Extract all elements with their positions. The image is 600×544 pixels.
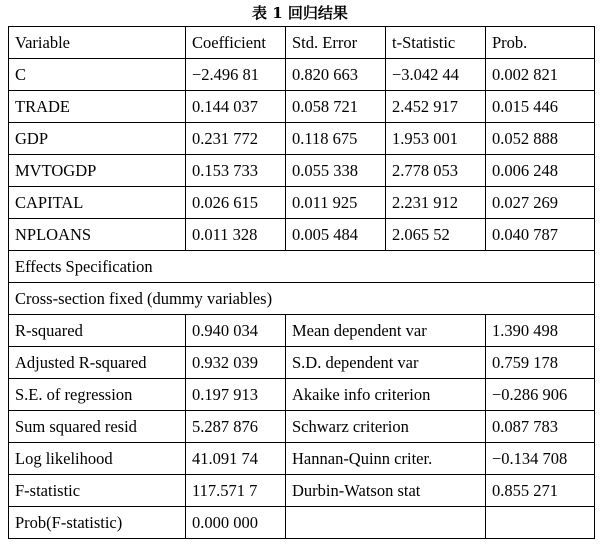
table-row [9, 59, 595, 91]
stat-label: Sum squared resid [9, 411, 186, 443]
table-row [9, 91, 595, 123]
stat-value: −0.286 906 [486, 379, 595, 411]
stat-label: Schwarz criterion [286, 411, 486, 443]
stat-value: 0.932 039 [186, 347, 286, 379]
variable-cell: CAPITAL [9, 187, 186, 219]
t-statistic-cell: 2.778 053 [386, 155, 486, 187]
stat-label: Log likelihood [9, 443, 186, 475]
stat-value: 1.390 498 [486, 315, 595, 347]
t-statistic-cell: 2.231 912 [386, 187, 486, 219]
variable-cell: TRADE [9, 91, 186, 123]
t-statistic-cell: 1.953 001 [386, 123, 486, 155]
prob-cell: 0.052 888 [486, 123, 595, 155]
header-row [9, 27, 595, 59]
stat-label: S.D. dependent var [286, 347, 486, 379]
std-error-cell: 0.055 338 [286, 155, 386, 187]
stat-label: F-statistic [9, 475, 186, 507]
prob-cell: 0.027 269 [486, 187, 595, 219]
stat-value: 0.000 000 [186, 507, 286, 539]
stat-label: R-squared [9, 315, 186, 347]
table-row [9, 123, 595, 155]
std-error-cell: 0.820 663 [286, 59, 386, 91]
prob-cell: 0.002 821 [486, 59, 595, 91]
prob-f-row [9, 507, 595, 539]
coefficient-cell: 0.231 772 [186, 123, 286, 155]
effects-specification-cell: Effects Specification [9, 251, 595, 283]
regression-table [8, 26, 595, 539]
t-statistic-cell: −3.042 44 [386, 59, 486, 91]
header-coefficient: Coefficient [186, 27, 286, 59]
t-statistic-cell: 2.452 917 [386, 91, 486, 123]
stat-label: Hannan-Quinn criter. [286, 443, 486, 475]
stats-row [9, 315, 595, 347]
stats-row [9, 379, 595, 411]
table-row [9, 187, 595, 219]
coefficient-cell: 0.026 615 [186, 187, 286, 219]
variable-cell: NPLOANS [9, 219, 186, 251]
header-std-error: Std. Error [286, 27, 386, 59]
stat-value: 41.091 74 [186, 443, 286, 475]
stat-label: Durbin-Watson stat [286, 475, 486, 507]
stats-row [9, 347, 595, 379]
stat-value: 0.855 271 [486, 475, 595, 507]
empty-cell [486, 507, 595, 539]
table-row [9, 155, 595, 187]
stat-label: Mean dependent var [286, 315, 486, 347]
stat-value: 0.940 034 [186, 315, 286, 347]
stat-label: Adjusted R-squared [9, 347, 186, 379]
stat-value: 0.197 913 [186, 379, 286, 411]
stat-label: S.E. of regression [9, 379, 186, 411]
header-t-statistic: t-Statistic [386, 27, 486, 59]
stat-value: 117.571 7 [186, 475, 286, 507]
prob-cell: 0.015 446 [486, 91, 595, 123]
stats-row [9, 443, 595, 475]
prob-cell: 0.006 248 [486, 155, 595, 187]
stats-row [9, 475, 595, 507]
coefficient-cell: 0.011 328 [186, 219, 286, 251]
cross-section-row [9, 283, 595, 315]
stat-label: Prob(F-statistic) [9, 507, 186, 539]
std-error-cell: 0.118 675 [286, 123, 386, 155]
empty-cell [286, 507, 486, 539]
cross-section-cell: Cross-section fixed (dummy variables) [9, 283, 595, 315]
stat-value: 0.759 178 [486, 347, 595, 379]
table-caption: 表 1 回归结果 [252, 4, 348, 22]
t-statistic-cell: 2.065 52 [386, 219, 486, 251]
prob-cell: 0.040 787 [486, 219, 595, 251]
coefficient-cell: 0.153 733 [186, 155, 286, 187]
stats-row [9, 411, 595, 443]
variable-cell: C [9, 59, 186, 91]
coefficient-cell: 0.144 037 [186, 91, 286, 123]
effects-specification-row [9, 251, 595, 283]
variable-cell: GDP [9, 123, 186, 155]
std-error-cell: 0.005 484 [286, 219, 386, 251]
variable-cell: MVTOGDP [9, 155, 186, 187]
stat-value: 5.287 876 [186, 411, 286, 443]
stat-value: −0.134 708 [486, 443, 595, 475]
header-prob: Prob. [486, 27, 595, 59]
stat-value: 0.087 783 [486, 411, 595, 443]
std-error-cell: 0.011 925 [286, 187, 386, 219]
stat-label: Akaike info criterion [286, 379, 486, 411]
std-error-cell: 0.058 721 [286, 91, 386, 123]
table-row [9, 219, 595, 251]
coefficient-cell: −2.496 81 [186, 59, 286, 91]
header-variable: Variable [9, 27, 186, 59]
